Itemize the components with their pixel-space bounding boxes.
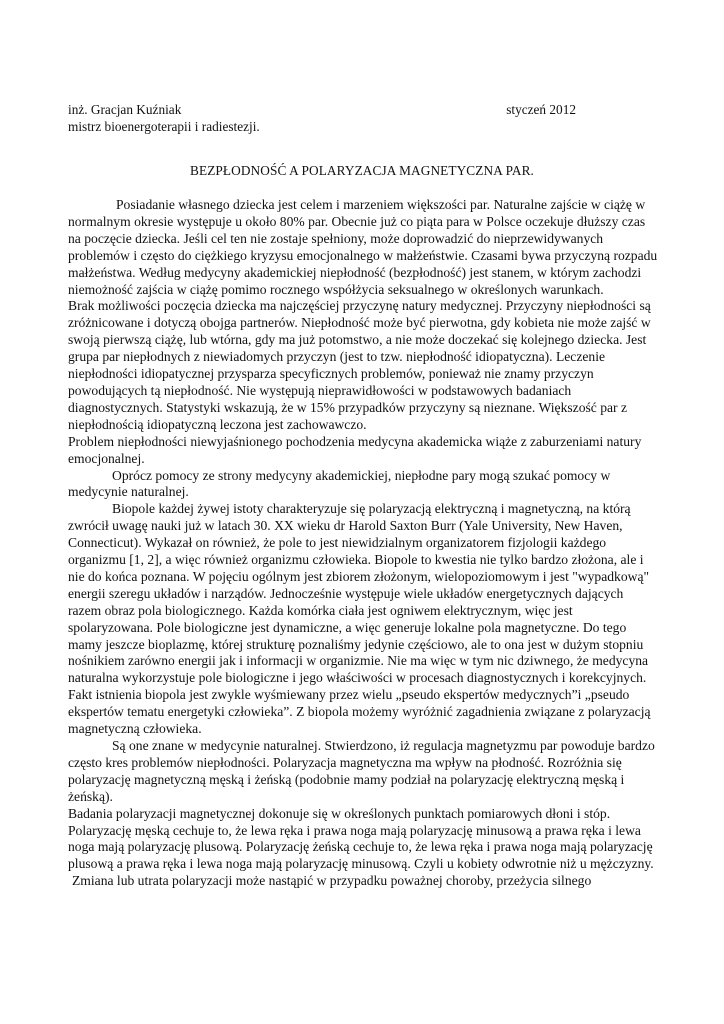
paragraph: Zmiana lub utrata polaryzacji może nastąpić w przypadku poważnej choroby, przeżycia silnego: [72, 873, 592, 889]
paragraph: Oprócz pomocy ze strony medycyny akademickiej, niepłodne pary mogą szukać pomocy w medycynie naturalnej.: [68, 467, 611, 500]
author-title: mistrz bioenergoterapii i radiestezji.: [68, 119, 260, 134]
paragraph: Są one znane w medycynie naturalnej. Stwierdzono, iż regulacja magnetyzmu par powoduje bardzo często kres problemów niepłodności. Polaryzacja magnetyczna ma wpływ na płodność. Rozróżnia się polaryzację magnetyczną męską i żeńską (podobnie mamy podział na polaryzację elektryczną męską i żeńską).: [68, 738, 655, 804]
author-name: inż. Gracjan Kuźniak: [68, 102, 182, 117]
document-body: [68, 197, 658, 890]
paragraph: Brak możliwości poczęcia dziecka ma najczęściej przyczynę natury medycznej. Przyczyny niepłodności są zróżnicowane i dotyczą obojga partnerów. Niepłodność może być pierwotna, gdy kobieta nie może zajść w swoją pierwszą ciążę, lub wtórna, gdy ma już potomstwo, a nie może doczekać się kolejnego dziecka. Jest grupa par niepłodnych z niewiadomych przyczyn (jest to tzw. niepłodność idiopatyczna). Leczenie niepłodności idiopatycznej przysparza specyficznych problemów, ponieważ nie znamy przyczyn powodujących tą niepłodność. Nie występują nieprawidłowości w podstawowych badaniach diagnostycznych. Statystyki wskazują, że w 15% przypadków przyczyny są nieznane. Większość par z niepłodnością idiopatyczną leczona jest zachowawczo.: [68, 298, 651, 432]
paragraph: Badania polaryzacji magnetycznej dokonuje się w określonych punktach pomiarowych dłoni i stóp. Polaryzację męską cechuje to, że lewa ręka i prawa noga mają polaryzację minusową a prawa ręka i lewa noga mają polaryzację plusową. Polaryzację żeńską cechuje to, że lewa ręka i prawa noga mają polaryzację plusową a prawa ręka i lewa noga mają polaryzację minusową. Czyli u kobiety odwrotnie niż u mężczyzny.: [68, 805, 654, 872]
paragraph: Biopole każdej żywej istoty charakteryzuje się polaryzacją elektryczną i magnetyczną, na którą zwrócił uwagę nauki już w latach 30. XX wieku dr Harold Saxton Burr (Yale University, New Haven, Connecticut). Wykazał on również, że pole to jest niewidzialnym organizatorem fizjologii każdego organizmu [1, 2], a więc również organizmu człowieka. Biopole to kwestia nie tylko bardzo złożona, ale i nie do końca poznana. W pojęciu ogólnym jest zbiorem złożonym, wielopoziomowym i jest "wypadkową" energii szeregu układów i narządów. Jednocześnie występuje wiele układów energetycznych dających razem obraz pola biologicznego. Każda komórka ciała jest ogniwem elektrycznym, więc jest spolaryzowana. Pole biologiczne jest dynamiczne, a więc generuje lokalne pola magnetyczne. Do tego mamy jeszcze bioplazmę, której strukturę poznaliśmy jedynie częściowo, ale to ona jest w dużym stopniu nośnikiem zarówno energii jak i informacji w organizmie. Nie ma więc w tym nic dziwnego, że medycyna naturalna wykorzystuje pole biologiczne i jego właściwości w procesach diagnostycznych i korekcyjnych. Fakt istnienia biopola jest zwykle wyśmiewany przez wielu „pseudo ekspertów medycznych”i „pseudo ekspertów tematu energetyki człowieka”. Z biopola możemy wyróżnić zagadnienia związane z polaryzacją magnetyczną człowieka.: [68, 501, 651, 737]
paragraph: Problem niepłodności niewyjaśnionego pochodzenia medycyna akademicka wiąże z zaburzeniami natury emocjonalnej.: [68, 433, 642, 466]
document-title: BEZPŁODNOŚĆ A POLARYZACJA MAGNETYCZNA PAR.: [190, 163, 534, 178]
document-date: styczeń 2012: [506, 102, 576, 117]
document-header: [68, 101, 588, 135]
paragraph: Posiadanie własnego dziecka jest celem i marzeniem większości par. Naturalne zajście w ciążę w normalnym okresie występuje u około 80% par. Obecnie już co piąta para w Polsce oczekuje dłuższy czas na poczęcie dziecka. Jeśli cel ten nie zostaje spełniony, może doprowadzić do nieprzewidywanych problemów i często do ciężkiego kryzysu emocjonalnego w małżeństwie. Czasami bywa przyczyną rozpadu małżeństwa. Według medycyny akademickiej niepłodność (bezpłodność) jest stanem, w którym zachodzi niemożność zajścia w ciążę pomimo rocznego współżycia seksualnego w określonych warunkach.: [68, 197, 658, 297]
